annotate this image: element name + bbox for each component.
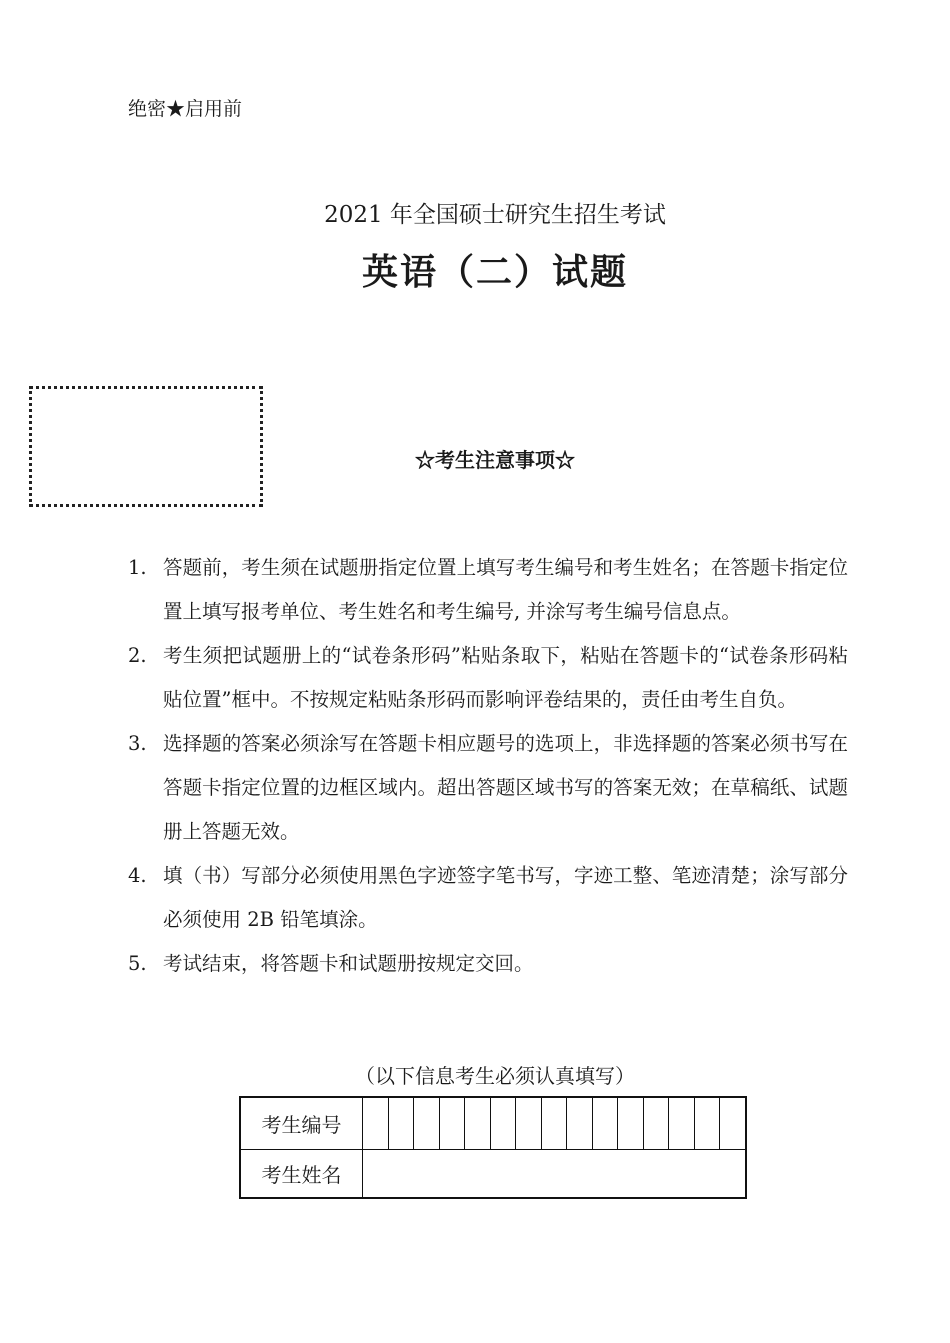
candidate-id-digit-cell[interactable] [695, 1098, 721, 1149]
candidate-id-digit-cell[interactable] [440, 1098, 466, 1149]
candidate-info-table [239, 1096, 747, 1199]
candidate-id-digit-cell[interactable] [618, 1098, 644, 1149]
instruction-text: 选择题的答案必须涂写在答题卡相应题号的选项上，非选择题的答案必须书写在答题卡指定位置的边框区域内。超出答题区域书写的答案无效；在草稿纸、试题册上答题无效。 [163, 732, 848, 843]
candidate-id-digit-cell[interactable] [389, 1098, 415, 1149]
instruction-text: 答题前，考生须在试题册指定位置上填写考生编号和考生姓名；在答题卡指定位置上填写报考单位、考生姓名和考生编号, 并涂写考生编号信息点。 [163, 556, 848, 623]
candidate-name-row [241, 1150, 745, 1197]
candidate-name-field[interactable] [363, 1150, 745, 1197]
exam-title: 英语（二）试题 [361, 251, 628, 293]
instruction-item [128, 854, 848, 942]
instruction-text: 考试结束，将答题卡和试题册按规定交回。 [163, 952, 534, 975]
fill-in-note: （以下信息考生必须认真填写） [355, 1064, 635, 1088]
candidate-id-digit-cell[interactable] [542, 1098, 568, 1149]
instruction-item [128, 546, 848, 634]
candidate-id-digit-cell[interactable] [644, 1098, 670, 1149]
candidate-id-digit-cell[interactable] [720, 1098, 745, 1149]
candidate-name-label: 考生姓名 [241, 1150, 363, 1197]
candidate-id-digit-cell[interactable] [669, 1098, 695, 1149]
instruction-text: 填（书）写部分必须使用黑色字迹签字笔书写，字迹工整、笔迹清楚；涂写部分必须使用 2B 铅笔填涂。 [163, 864, 848, 931]
secret-mark: 绝密★启用前 [128, 98, 243, 120]
instructions-list [128, 546, 848, 986]
candidate-id-row [241, 1098, 745, 1150]
candidate-id-label: 考生编号 [241, 1098, 363, 1149]
instruction-number: 5. [128, 952, 147, 975]
candidate-id-digit-cell[interactable] [363, 1098, 389, 1149]
candidate-id-digit-cell[interactable] [465, 1098, 491, 1149]
candidate-id-digit-cell[interactable] [567, 1098, 593, 1149]
instruction-number: 2. [128, 644, 147, 667]
instruction-item [128, 634, 848, 722]
instruction-number: 1. [128, 556, 147, 579]
candidate-id-digit-cell[interactable] [516, 1098, 542, 1149]
notice-heading: ☆考生注意事项☆ [415, 448, 575, 472]
candidate-id-digit-cell[interactable] [491, 1098, 517, 1149]
instruction-item [128, 722, 848, 854]
instruction-number: 4. [128, 864, 147, 887]
exam-subtitle: 2021 年全国硕士研究生招生考试 [324, 202, 666, 228]
instruction-number: 3. [128, 732, 147, 755]
instruction-item [128, 942, 848, 986]
candidate-id-digit-cell[interactable] [593, 1098, 619, 1149]
instruction-text: 考生须把试题册上的“试卷条形码”粘贴条取下，粘贴在答题卡的“试卷条形码粘贴位置”框中。不按规定粘贴条形码而影响评卷结果的，责任由考生自负。 [163, 644, 848, 711]
candidate-id-digit-cell[interactable] [414, 1098, 440, 1149]
candidate-id-cells [363, 1098, 745, 1149]
